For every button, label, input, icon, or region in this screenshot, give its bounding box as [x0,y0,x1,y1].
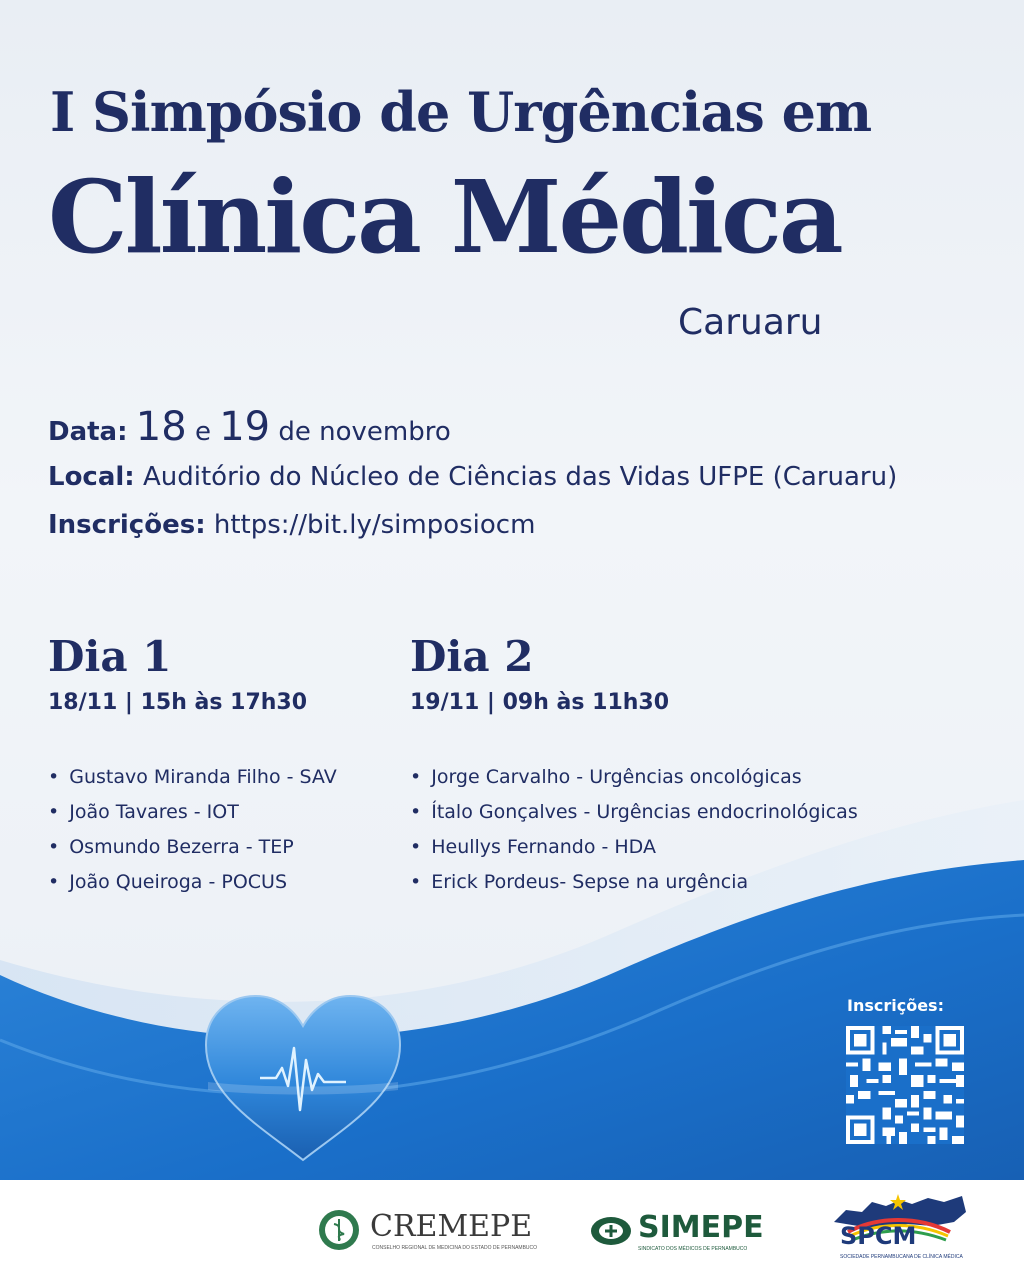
info-date [48,404,451,450]
cremepe-name: CREMEPE [370,1209,533,1244]
list-item: • Osmundo Bezerra - TEP [48,834,337,869]
list-item: • Gustavo Miranda Filho - SAV [48,764,337,799]
date-month: de novembro [278,417,451,447]
cremepe-emblem-icon [318,1209,360,1251]
day1-time: 18/11 | 15h às 17h30 [48,690,308,715]
date-day-2: 19 [219,404,271,450]
title-line-2: Clínica Médica [48,158,841,276]
list-item: • João Tavares - IOT [48,799,337,834]
list-item: • Ítalo Gonçalves - Urgências endocrinológicas [410,799,858,834]
qr-code-icon[interactable] [846,1026,964,1144]
date-conj: e [194,417,211,447]
day2-time: 19/11 | 09h às 11h30 [410,690,670,715]
list-item: • Erick Pordeus- Sepse na urgência [410,869,858,904]
title-line-1: I Simpósio de Urgências em [50,80,872,144]
date-label: Data: [48,417,128,447]
list-item: • João Queiroga - POCUS [48,869,337,904]
heart-pulse-icon [198,990,408,1165]
city-label: Caruaru [678,302,823,343]
simepe-subtitle: SINDICATO DOS MÉDICOS DE PERNAMBUCO [638,1246,748,1252]
simepe-emblem-icon [590,1214,632,1248]
qr-label: Inscrições: [847,996,944,1015]
list-item: • Heullys Fernando - HDA [410,834,858,869]
info-inscricoes [48,510,535,540]
inscricoes-link[interactable]: https://bit.ly/simposiocm [213,510,536,540]
day1-speaker-list [48,764,337,904]
cremepe-logo [318,1207,548,1255]
date-day-1: 18 [135,404,187,450]
simepe-name: SIMEPE [638,1210,764,1245]
spcm-logo [828,1192,968,1264]
local-value: Auditório do Núcleo de Ciências das Vidas UFPE (Caruaru) [142,462,898,492]
day2-speaker-list [410,764,858,904]
simepe-logo [590,1210,790,1256]
local-label: Local: [48,462,135,492]
inscricoes-label: Inscrições: [48,510,206,540]
spcm-name: SPCM [840,1222,917,1250]
list-item: • Jorge Carvalho - Urgências oncológicas [410,764,858,799]
day2-title: Dia 2 [410,632,534,681]
spcm-subtitle: SOCIEDADE PERNAMBUCANA DE CLÍNICA MÉDICA [840,1254,963,1260]
cremepe-subtitle: CONSELHO REGIONAL DE MEDICINA DO ESTADO DE PERNAMBUCO [372,1245,538,1251]
info-local [48,462,897,492]
day1-title: Dia 1 [48,632,172,681]
